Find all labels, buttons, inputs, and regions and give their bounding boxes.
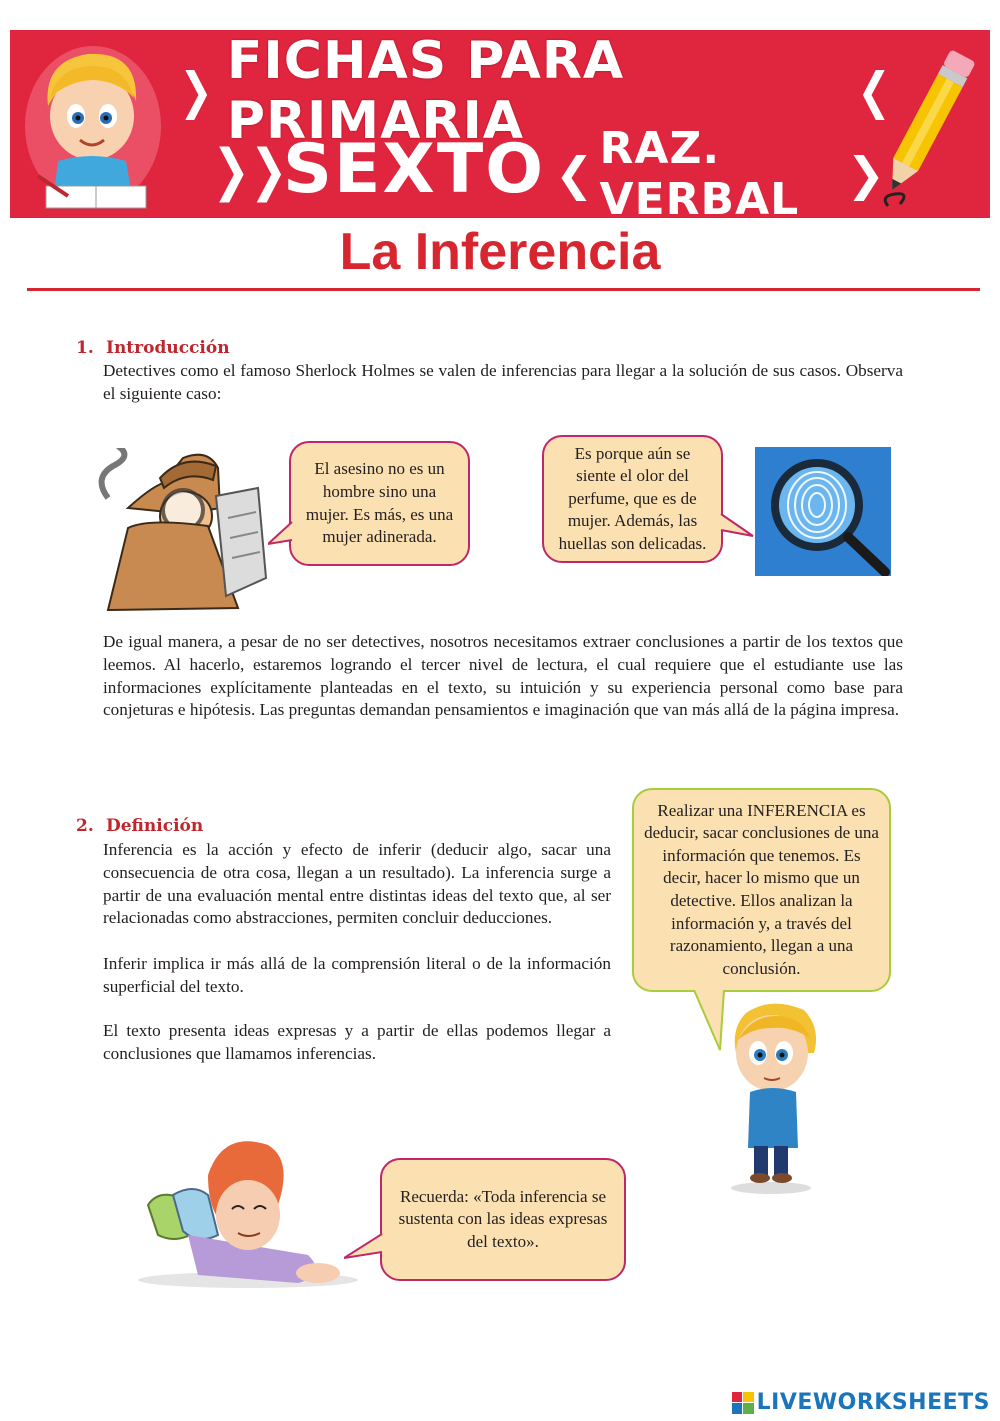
standing-boy-illustration bbox=[716, 998, 826, 1198]
section-title: Introducción bbox=[106, 338, 230, 358]
speech-bubble-detective: El asesino no es un hombre sino una mujer. Es más, es una mujer adinerada. bbox=[289, 441, 470, 566]
chevron-left-icon: ❮ bbox=[555, 147, 594, 201]
speech-bubble-reason: Es porque aún se siente el olor del perfume, que es de mujer. Además, las huellas son delicadas. bbox=[542, 435, 723, 563]
banner-subtitle-row bbox=[175, 123, 895, 218]
banner-subject: RAZ. VERBAL bbox=[599, 123, 800, 218]
pencil-icon bbox=[870, 36, 980, 216]
definition-paragraph-3: El texto presenta ideas expresas y a partir de ellas podemos llegar a conclusiones que llamamos inferencias. bbox=[103, 1021, 611, 1063]
bubble-tail bbox=[720, 512, 754, 538]
banner-grade: SEXTO bbox=[283, 130, 546, 209]
page-title: La Inferencia bbox=[339, 223, 661, 281]
section-number: 2. bbox=[76, 816, 94, 836]
title-divider bbox=[27, 288, 980, 291]
section-number: 1. bbox=[76, 338, 94, 358]
lying-kid-illustration bbox=[128, 1135, 358, 1295]
intro-followup-paragraph: De igual manera, a pesar de no ser detectives, nosotros necesitamos extraer conclusiones a partir de los textos que leemos. Al hacerlo, estaremos logrando el tercer nivel de lectura, el cual requiere que el estudiante use las informaciones explícitamente planteadas en el texto, su intuición y su experiencia personal como base para conjeturas e hipótesis. Las preguntas demandan pensamientos e imaginación que van más allá de la página impresa. bbox=[103, 632, 903, 720]
liveworksheets-brand: LIVEWORKSHEETS bbox=[756, 1390, 990, 1415]
header-banner bbox=[10, 30, 990, 218]
bubble-tail bbox=[268, 520, 293, 546]
bubble-tail bbox=[344, 1232, 384, 1260]
liveworksheets-logo[interactable] bbox=[732, 1390, 990, 1415]
section-heading-definicion bbox=[76, 816, 203, 836]
chevron-left-icon: ❮ bbox=[857, 62, 891, 120]
detective-illustration bbox=[88, 448, 273, 616]
banner-subject-box bbox=[555, 123, 885, 218]
chevron-right-icon: ❯ bbox=[179, 62, 213, 120]
speech-bubble-definition: Realizar una INFERENCIA es deducir, sacar conclusiones de una información que tenemos. Es decir, hacer lo mismo que un detective. Ellos analizan la información y, a través del razonamiento, llegan a una conclusión. bbox=[632, 788, 891, 992]
definition-paragraph-2: Inferir implica ir más allá de la comprensión literal o de la información superficial del texto. bbox=[103, 954, 611, 996]
section-title: Definición bbox=[106, 816, 204, 836]
banner-title: FICHAS PARA PRIMARIA bbox=[226, 31, 625, 151]
liveworksheets-logo-icon bbox=[732, 1392, 754, 1414]
banner-title-row bbox=[175, 31, 895, 151]
definition-paragraph-1: Inferencia es la acción y efecto de inferir (deducir algo, sacar una consecuencia de otra cosa, llegan a un resultado). La inferencia surge a partir de una evaluación mental entre distintas ideas del texto que, al ser relacionadas como abstracciones, permiten concluir deducciones. bbox=[103, 840, 611, 928]
double-chevron-icon: ❯❯ bbox=[212, 138, 288, 203]
chevron-right-icon: ❯ bbox=[846, 147, 885, 201]
section-heading-introduccion bbox=[76, 338, 230, 358]
reading-kid-illustration bbox=[18, 36, 168, 216]
fingerprint-magnifier-image bbox=[755, 447, 891, 576]
speech-bubble-reminder: Recuerda: «Toda inferencia se sustenta con las ideas expresas del texto». bbox=[380, 1158, 626, 1281]
intro-paragraph: Detectives como el famoso Sherlock Holmes se valen de inferencias para llegar a la solución de sus casos. Observa el siguiente caso: bbox=[103, 361, 903, 403]
